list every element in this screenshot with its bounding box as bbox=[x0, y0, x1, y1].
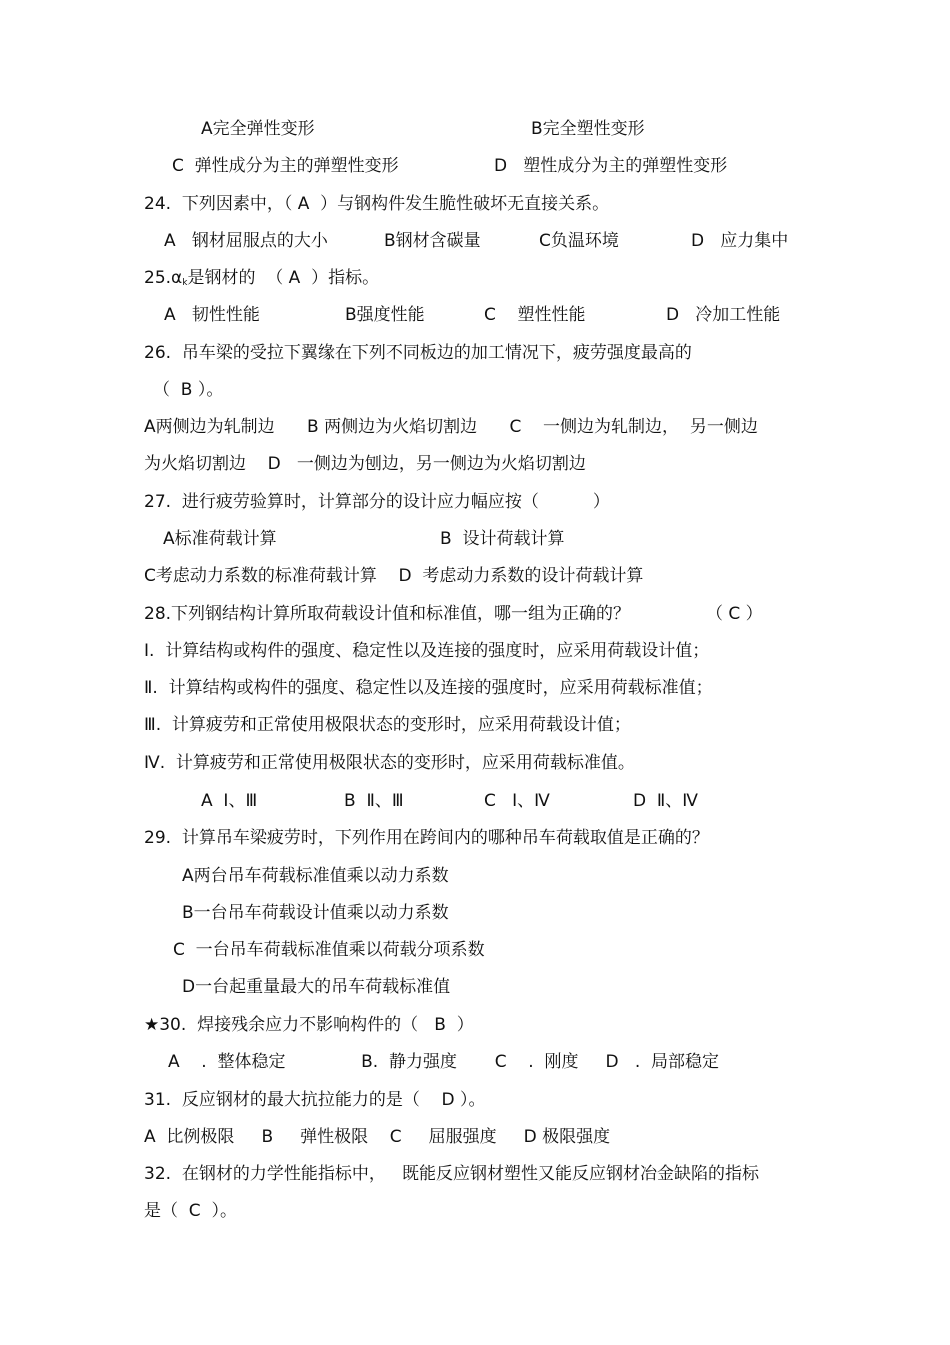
q27-option-a: A标准荷载计算 bbox=[163, 529, 277, 549]
q23-option-d: D 塑性成分为主的弹塑性变形 bbox=[494, 156, 728, 176]
q25-stem-prefix: 25.α bbox=[144, 268, 183, 288]
q25-option-d: D 冷加工性能 bbox=[666, 305, 781, 325]
q26-options-line1: A两侧边为轧制边 B 两侧边为火焰切割边 C 一侧边为轧制边， 另一侧边 bbox=[144, 417, 758, 437]
q28-option-b: B Ⅱ、Ⅲ bbox=[344, 791, 404, 811]
q28-statement-3: Ⅲ. 计算疲劳和正常使用极限状态的变形时，应采用荷载设计值； bbox=[144, 715, 631, 735]
q26-stem-line1: 26. 吊车梁的受拉下翼缘在下列不同板边的加工情况下，疲劳强度最高的 bbox=[144, 343, 692, 363]
q29-stem: 29. 计算吊车梁疲劳时，下列作用在跨间内的哪种吊车荷载取值是正确的？ bbox=[144, 828, 709, 848]
q24-option-d: D 应力集中 bbox=[691, 231, 789, 251]
q29-option-c: C 一台吊车荷载标准值乘以荷载分项系数 bbox=[173, 940, 485, 960]
q24-stem: 24. 下列因素中，（ A ）与钢构件发生脆性破坏无直接关系。 bbox=[144, 194, 610, 214]
q27-stem: 27. 进行疲劳验算时，计算部分的设计应力幅应按（ ） bbox=[144, 492, 610, 512]
q28-answer: （ C ） bbox=[706, 604, 763, 624]
q31-options: A 比例极限 B 弹性极限 C 屈服强度 D 极限强度 bbox=[144, 1127, 611, 1147]
q27-option-b: B 设计荷载计算 bbox=[440, 529, 565, 549]
q28-option-c: C Ⅰ、Ⅳ bbox=[484, 791, 550, 811]
q23-option-b: B完全塑性变形 bbox=[531, 119, 645, 139]
q31-stem: 31. 反应钢材的最大抗拉能力的是（ D ）。 bbox=[144, 1090, 486, 1110]
q28-option-d: D Ⅱ、Ⅳ bbox=[633, 791, 698, 811]
q28-statement-1: Ⅰ. 计算结构或构件的强度、稳定性以及连接的强度时，应采用荷载设计值； bbox=[144, 641, 710, 661]
q32-stem-line2: 是（ C ）。 bbox=[144, 1201, 237, 1221]
q24-option-b: B钢材含碳量 bbox=[384, 231, 481, 251]
q23-option-a: A完全弹性变形 bbox=[201, 119, 315, 139]
q29-option-d: D一台起重量最大的吊车荷载标准值 bbox=[182, 977, 451, 997]
q32-stem-line1: 32. 在钢材的力学性能指标中， 既能反应钢材塑性又能反应钢材冶金缺陷的指标 bbox=[144, 1164, 760, 1184]
q29-option-a: A两台吊车荷载标准值乘以动力系数 bbox=[182, 866, 449, 886]
q23-option-c: C 弹性成分为主的弹塑性变形 bbox=[172, 156, 399, 176]
q29-option-b: B一台吊车荷载设计值乘以动力系数 bbox=[182, 903, 449, 923]
q25-stem bbox=[144, 267, 379, 294]
q25-stem-subscript: k bbox=[182, 278, 188, 288]
q30-stem: ★30. 焊接残余应力不影响构件的（ B ） bbox=[144, 1015, 474, 1035]
q24-option-a: A 钢材屈服点的大小 bbox=[164, 231, 328, 251]
q28-statement-4: Ⅳ. 计算疲劳和正常使用极限状态的变形时，应采用荷载标准值。 bbox=[144, 753, 635, 773]
q24-option-c: C负温环境 bbox=[539, 231, 619, 251]
q30-options: A . 整体稳定 B. 静力强度 C . 刚度 D . 局部稳定 bbox=[168, 1052, 720, 1072]
q26-options-line2: 为火焰切割边 D 一侧边为刨边，另一侧边为火焰切割边 bbox=[144, 454, 586, 474]
q25-option-a: A 韧性性能 bbox=[164, 305, 260, 325]
q25-stem-suffix: 是钢材的 （ A ）指标。 bbox=[187, 268, 380, 288]
q25-option-c: C 塑性性能 bbox=[484, 305, 586, 325]
q25-option-b: B强度性能 bbox=[345, 305, 425, 325]
q28-statement-2: Ⅱ. 计算结构或构件的强度、稳定性以及连接的强度时，应采用荷载标准值； bbox=[144, 678, 713, 698]
q28-stem: 28.下列钢结构计算所取荷载设计值和标准值，哪一组为正确的？ bbox=[144, 604, 631, 624]
q27-options-cd: C考虑动力系数的标准荷载计算 D 考虑动力系数的设计荷载计算 bbox=[144, 566, 644, 586]
q26-stem-line2: （ B ）。 bbox=[153, 380, 224, 400]
q28-option-a: A Ⅰ、Ⅲ bbox=[201, 791, 258, 811]
